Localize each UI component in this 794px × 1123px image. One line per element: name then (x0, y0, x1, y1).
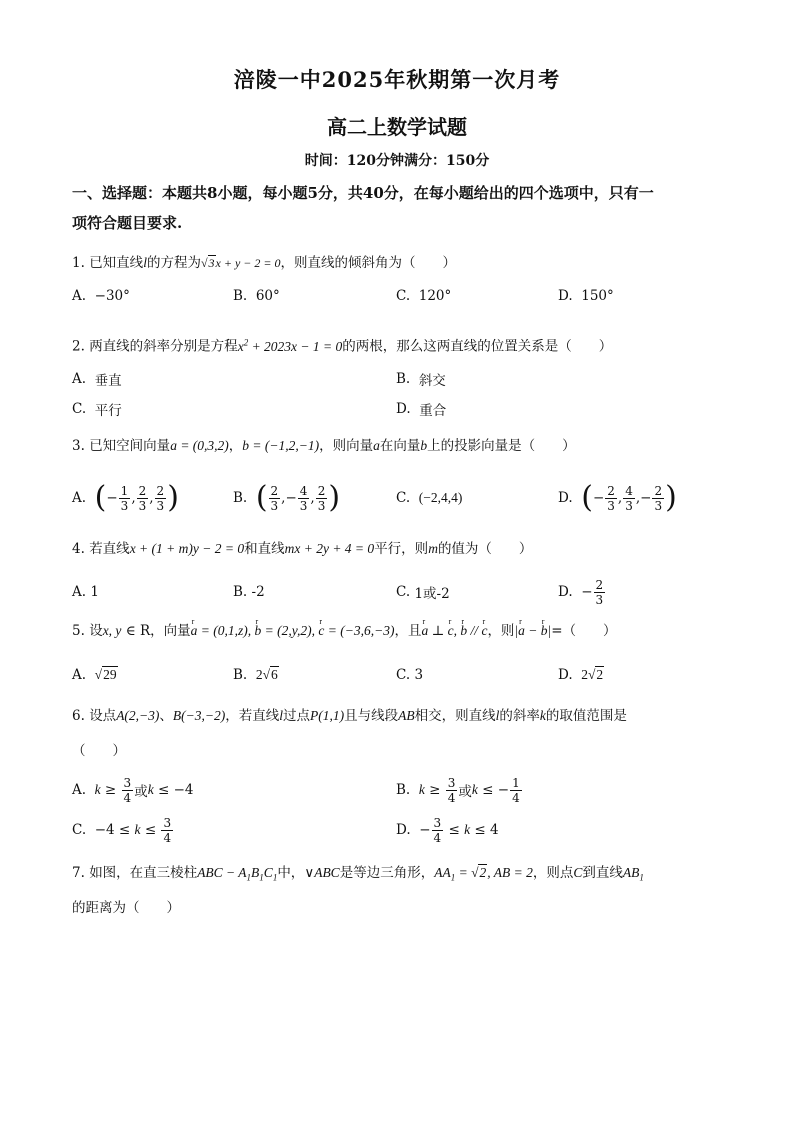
options-6a (72, 772, 722, 808)
option-a[interactable]: A. 1 (72, 584, 99, 600)
math-point-b: B(−3,−2) (172, 708, 226, 723)
math-point-a: A(2,−3) (116, 708, 160, 723)
option-c[interactable]: C. 120° (396, 288, 452, 304)
question-7-line2: 的距离为（ ） (72, 900, 180, 916)
section-heading-line1: 一、选择题：本题共8小题，每小题5分，共40分，在每小题给出的四个选项中，只有一 (72, 184, 654, 202)
math-vector-a: a = (0,3,2) (170, 438, 229, 453)
question-number: 7. (72, 865, 85, 881)
math-vectors: r a = (0,1,z), r b = (2,y,2), r c = (−3,6,−3) (191, 623, 395, 638)
question-4: 4. 若直线x + (1 + m)y − 2 = 0和直线mx + 2y + 4 = 0平行，则m的值为（ ） (72, 541, 533, 557)
option-b[interactable]: B. 斜交 (396, 371, 446, 389)
question-number: 6. (72, 708, 85, 724)
option-a[interactable]: A. ( − $\frac{1}{3}$ , $\frac{2}{3}$ , $\frac{2}{3}$ ) (72, 480, 179, 515)
option-b[interactable]: B. 2√6 (233, 667, 278, 683)
option-c[interactable]: C. 1或-2 (396, 584, 450, 602)
question-1: 1. 已知直线l的方程为√3x + y − 2 = 0，则直线的倾斜角为（ ） (72, 255, 456, 271)
question-number: 3. (72, 438, 85, 454)
question-number: 2. (72, 338, 85, 355)
option-b[interactable]: B. k ≥ $\frac{3}{4}$ 或 k ≤ − $\frac{1}{4}$ (396, 775, 520, 805)
options-6b (72, 812, 722, 848)
option-d[interactable]: D. 150° (558, 288, 614, 304)
math-lengths: $AA_1 = √2$, AB = 2 (434, 865, 533, 883)
options-1 (72, 281, 722, 311)
time-info: 时间：120分钟满分：150分 (304, 153, 490, 169)
question-7: 7. 如图，在直三棱柱ABC − $A_1B_1C_1$中，∨ABC是等边三角形，$AA_1 = √2$, AB = 2，则点C到直线$AB_1$ (72, 865, 644, 883)
option-d[interactable]: D. 重合 (396, 401, 447, 419)
option-c[interactable]: C. (−2,4,4) (396, 490, 463, 506)
option-d[interactable]: D. − $\frac{2}{3}$ (558, 577, 604, 607)
math-vector-b: b = (−1,2,−1) (242, 438, 320, 453)
question-number: 4. (72, 541, 85, 557)
math-l: l (143, 255, 147, 270)
question-6: 6. 设点A(2,−3)、B(−3,−2)，若直线l过点P(1,1)且与线段AB相交，则直线l的斜率k的取值范围是 (72, 708, 627, 724)
question-number: 5. (72, 623, 85, 639)
option-d[interactable]: D. − $\frac{3}{4}$ ≤ k ≤ 4 (396, 815, 499, 845)
math-equation: $x^2 + 2023x - 1 = 0$ (237, 337, 343, 354)
math-equation: √3x + y − 2 = 0 (200, 256, 281, 270)
option-a[interactable]: A. 垂直 (72, 371, 122, 389)
option-d[interactable]: D. ( − $\frac{2}{3}$ , $\frac{4}{3}$ ,− $\frac{2}{3}$ ) (558, 480, 677, 515)
math-line-1: x + (1 + m)y − 2 = 0 (129, 541, 245, 556)
option-d[interactable]: D. 2√2 (558, 667, 604, 683)
option-b[interactable]: B. ( $\frac{2}{3}$ ,− $\frac{4}{3}$ , $\frac{2}{3}$ ) (233, 480, 341, 515)
options-5 (72, 660, 722, 690)
question-5: 5. 设x, y ∈ R，向量r a = (0,1,z), r b = (2,y,2), r c = (−3,6,−3)，且r a ⊥ r c, r b // r c，则|r a − r b|=（ ） (72, 620, 722, 642)
question-number: 1. (72, 255, 85, 271)
option-b[interactable]: B. 60° (233, 288, 280, 304)
math-line-2: mx + 2y + 4 = 0 (284, 541, 375, 556)
math-prism: ABC − $A_1B_1C_1$ (197, 865, 278, 883)
question-6-line2: （ ） (72, 743, 126, 759)
options-2a (72, 364, 722, 394)
options-4 (72, 574, 722, 610)
exam-title: 涪陵一中2025年秋期第一次月考 (233, 67, 561, 92)
option-c[interactable]: C. 平行 (72, 401, 122, 419)
exam-subtitle: 高二上数学试题 (327, 115, 467, 139)
options-2b (72, 394, 722, 424)
option-b[interactable]: B. -2 (233, 584, 265, 600)
question-2: 2. 两直线的斜率分别是方程$x^2 + 2023x - 1 = 0$的两根，那么这两直线的位置关系是（ ） (72, 337, 613, 355)
section-heading-line2: 项符合题目要求. (72, 214, 183, 232)
option-a[interactable]: A. −30° (72, 288, 130, 304)
option-a[interactable]: A. √29 (72, 667, 117, 683)
option-a[interactable]: A. k ≥ $\frac{3}{4}$ 或 k ≤ −4 (72, 775, 194, 805)
option-c[interactable]: C. −4 ≤ k ≤ $\frac{3}{4}$ (72, 815, 172, 845)
question-3: 3. 已知空间向量a = (0,3,2)，b = (−1,2,−1)，则向量a在向量b上的投影向量是（ ） (72, 438, 576, 454)
option-c[interactable]: C. 3 (396, 667, 424, 683)
options-3 (72, 480, 722, 516)
section-heading (72, 178, 722, 238)
